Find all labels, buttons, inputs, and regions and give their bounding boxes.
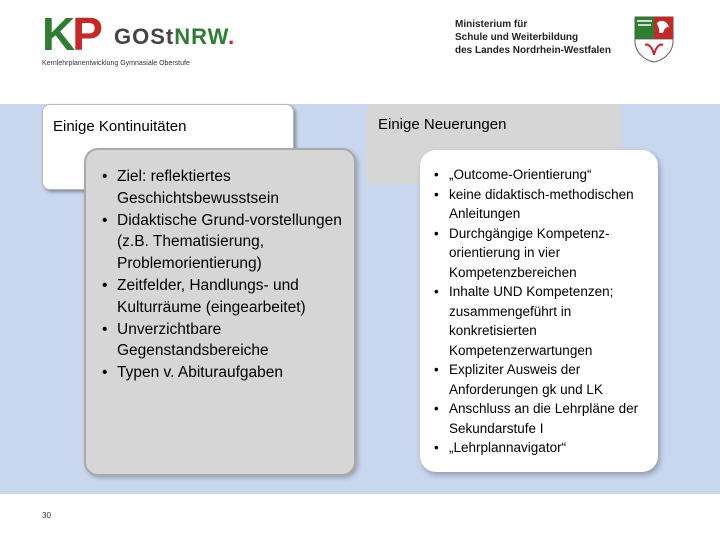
ministry-line: Schule und Weiterbildung: [455, 32, 579, 43]
kp-gost-nrw-logo: [42, 10, 242, 68]
ministry-line: Ministerium für: [455, 19, 528, 30]
innovations-list: [434, 165, 660, 458]
nrw-coat-of-arms-icon: [633, 15, 675, 63]
list-item: • Typen v. Abituraufgaben: [102, 362, 352, 384]
logo-p: P: [72, 8, 100, 60]
list-item: • Ziel: reflektiertes Geschichtsbewusstsein: [102, 166, 352, 210]
list-item: • Anschluss an die Lehrpläne der Sekundarstufe I: [434, 399, 660, 438]
list-item: • Durchgängige Kompetenz-orientierung in vier Kompetenzbereichen: [434, 224, 660, 283]
logo-gost: GOSt: [114, 24, 175, 49]
list-item: • „Lehrplannavigator“: [434, 438, 660, 458]
list-item: • Zeitfelder, Handlungs- und Kulturräume (eingearbeitet): [102, 275, 352, 319]
list-item: • Expliziter Ausweis der Anforderungen gk und LK: [434, 360, 660, 399]
continuities-list: [102, 166, 352, 384]
list-item: • Unverzichtbare Gegenstandsbereiche: [102, 319, 352, 363]
list-item: • „Outcome-Orientierung“: [434, 165, 660, 185]
list-item: • Inhalte UND Kompetenzen; zusammengeführt in konkretisierten Kompetenzerwartungen: [434, 282, 660, 360]
logo-nrw: NRW: [174, 24, 229, 49]
slide-header: [0, 0, 720, 104]
page-number: 30: [42, 511, 51, 520]
logo-dot: .: [228, 24, 236, 49]
list-item: • keine didaktisch-methodischen Anleitungen: [434, 185, 660, 224]
ministry-line: des Landes Nordrhein-Westfalen: [455, 45, 611, 56]
ministry-name: [455, 18, 611, 57]
left-title: Einige Kontinuitäten: [53, 118, 187, 135]
logo-k: K: [42, 8, 73, 60]
logo-tagline: Kernlehrplanentwicklung Gymnasiale Oberstufe: [42, 60, 190, 67]
right-title: Einige Neuerungen: [378, 116, 507, 133]
list-item: • Didaktische Grund-vorstellungen (z.B. Thematisierung, Problemorientierung): [102, 210, 352, 275]
